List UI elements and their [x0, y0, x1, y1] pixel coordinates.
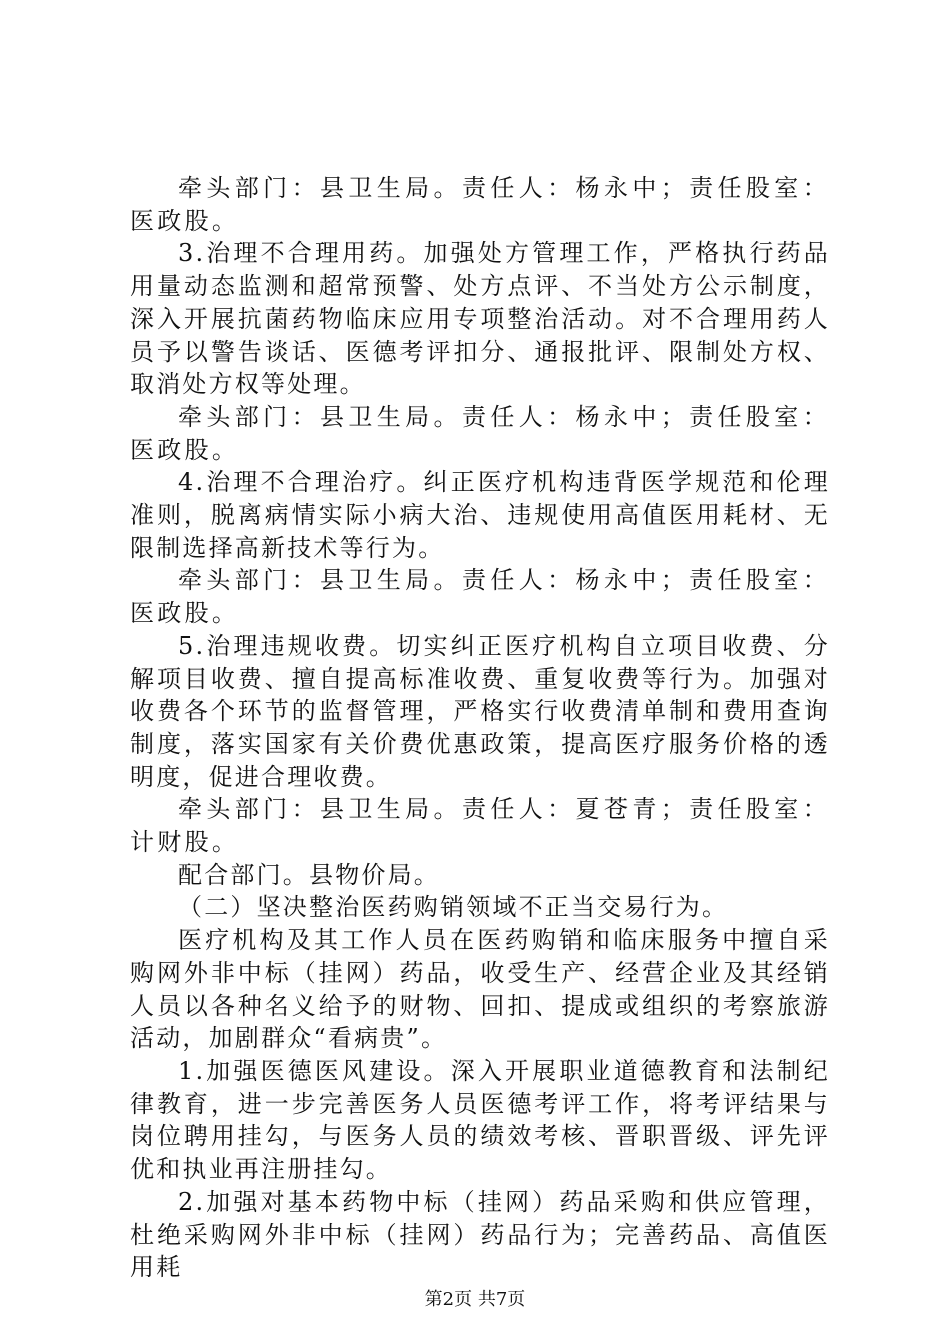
paragraph-lead-dept-4: 牵头部门：县卫生局。责任人：夏苍青；责任股室：计财股。: [130, 795, 830, 857]
paragraph-item-5: 5.治理违规收费。切实纠正医疗机构自立项目收费、分解项目收费、擅自提高标准收费、重复收费等行为。加强对收费各个环节的监督管理，严格实行收费清单制和费用查询制度，落实国家有关价费优惠政策，提高医疗服务价格的透明度，促进合理收费。: [130, 631, 830, 791]
paragraph-sub-item-2: 2.加强对基本药物中标（挂网）药品采购和供应管理，杜绝采购网外非中标（挂网）药品行为；完善药品、高值医用耗: [130, 1187, 830, 1282]
paragraph-sub-item-1: 1.加强医德医风建设。深入开展职业道德教育和法制纪律教育，进一步完善医务人员医德考评工作，将考评结果与岗位聘用挂勾，与医务人员的绩效考核、晋职晋级、评先评优和执业再注册挂勾。: [130, 1056, 830, 1184]
document-body: [130, 172, 830, 1284]
paragraph-section-intro: 医疗机构及其工作人员在医药购销和临床服务中擅自采购网外非中标（挂网）药品，收受生产、经营企业及其经销人员以各种名义给予的财物、回扣、提成或组织的考察旅游活动，加剧群众“看病贵”。: [130, 926, 830, 1053]
paragraph-item-3: 3.治理不合理用药。加强处方管理工作，严格执行药品用量动态监测和超常预警、处方点评、不当处方公示制度，深入开展抗菌药物临床应用专项整治活动。对不合理用药人员予以警告谈话、医德考评扣分、通报批评、限制处方权、取消处方权等处理。: [130, 239, 830, 399]
paragraph-lead-dept-1: 牵头部门：县卫生局。责任人：杨永中；责任股室：医政股。: [130, 174, 830, 235]
paragraph-lead-dept-2: 牵头部门：县卫生局。责任人：杨永中；责任股室：医政股。: [130, 402, 830, 464]
page-number-footer: 第2页 共7页: [424, 1289, 526, 1310]
paragraph-lead-dept-3: 牵头部门：县卫生局。责任人：杨永中；责任股室：医政股。: [130, 566, 830, 628]
section-heading-2: （二）坚决整治医药购销领域不正当交易行为。: [178, 893, 729, 922]
paragraph-item-4: 4.治理不合理治疗。纠正医疗机构违背医学规范和伦理准则，脱离病情实际小病大治、违规使用高值医用耗材、无限制选择高新技术等行为。: [130, 468, 830, 562]
paragraph-cooperating-dept: 配合部门。县物价局。: [178, 860, 440, 889]
